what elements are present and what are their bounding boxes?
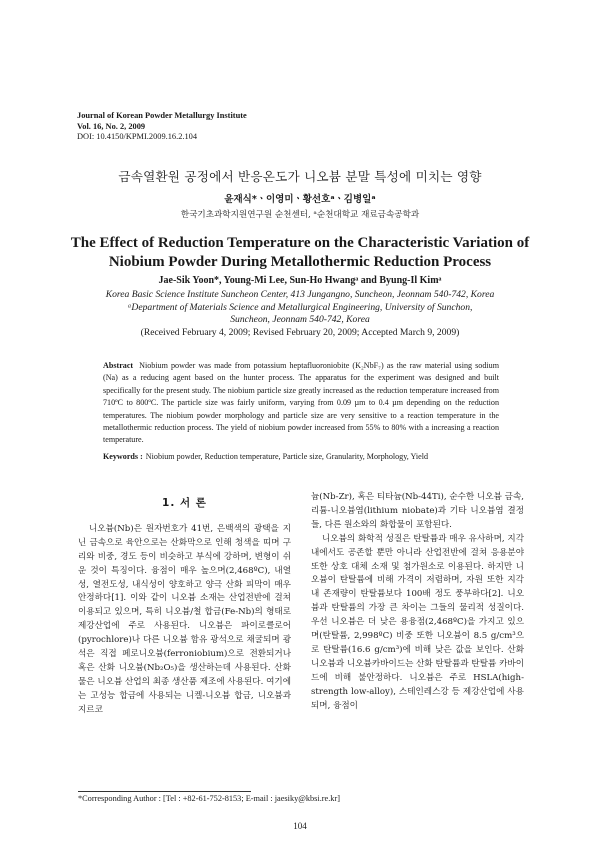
affiliation-line-2: ᵃDepartment of Materials Science and Metallurgical Engineering, University of Sunchon, [127,301,473,313]
keywords-label: Keywords : [103,452,143,461]
body-column-left [78,497,291,718]
abstract [103,360,499,447]
body-column-right [311,491,524,714]
body-paragraph: 니오븀의 화학적 성질은 탄탈륨과 매우 유사하며, 지각내에서도 공존할 뿐만 아니라 산업전반에 걸쳐 응용분야 또한 상호 대체 소재 및 첨가원소로 이용된다. 하지만 니오븀이 탄탈륨에 비해 가격이 저렴하며, 자원 또한 지각 내 존재량이 탄탈륨보다 100배 정도 풍부하다[2]. 니오븀과 탄탈륨의 가장 큰 차이는 그들의 물리적 성질이다. 우선 니오븀은 더 낮은 용융점(2,468ºC)을 가지고 있으며(탄탈륨, 2,998ºC) 비중 또한 니오븀이 8.5 g/cm³으로 탄탈륨(16.6 g/cm³)에 비해 낮은 값을 보인다. 산화니오븀과 니오븀카바이드는 산화 탄탈륨과 탄탈륨 카바이드에 비해 불안정하다. 니오븀은 주로 HSLA(high-strength low-alloy), 스테인레스강 등 제강산업에 사용되며, 융점이 [311,533,524,711]
journal-header [77,111,247,143]
page-number: 104 [293,821,307,831]
received-dates: (Received February 4, 2009; Revised February 20, 2009; Accepted March 9, 2009) [140,327,460,338]
body-paragraph: 늄(Nb-Zr), 혹은 티타늄(Nb-44Ti), 순수한 니오븀 금속, 리튬-니오븀염(lithium niobate)과 기타 니오븀염 결정들, 다른 원소와의 화합물이 포함된다. [311,492,524,530]
keywords [103,452,499,461]
keywords-text: Niobium powder, Reduction temperature, Particle size, Granularity, Morphology, Yield [145,452,429,461]
journal-volume: Vol. 16, No. 2, 2009 [77,121,146,131]
korean-affiliation: 한국기초과학지원연구원 순천센터, ᵃ순천대학교 재료금속공학과 [180,210,420,220]
body-paragraph: 니오븀(Nb)은 원자번호가 41번, 은백색의 광택을 지닌 금속으로 육안으로는 산화막으로 인해 청색을 띠며 구리와 비중, 경도 등이 비슷하고 부식에 강하며, 변형이 쉬운 것이 특징이다. 융점이 매우 높으며(2,468ºC), 내열성, 열전도성, 내식성이 양호하고 양극 산화 피막이 매우 안정하다[1]. 이와 같이 니오븀 소재는 산업전반에 걸쳐 이용되고 있으며, 특히 니오븀/철 합금(Fe-Nb)의 형태로 제강산업에 주로 사용된다. 니오븀은 파이로클로어(pyrochlore)나 다른 니오븀 함유 광석으로 채굴되며 광석은 직접 페로니오븀(ferroniobium)으로 전환되거나 혹은 산화 니오븀(Nb₂O₅)을 생산하는데 사용된다. 산화물은 니오븀 산업의 최종 생산품 제조에 사용된다. 여기에는 고성능 합금에 사용되는 니켈-니오븀 합금, 니오븀과 지르코 [78,523,291,715]
english-title: The Effect of Reduction Temperature on the Characteristic Variation of Niobium Powder During Metallothermic Reduction Process [70,235,530,270]
journal-doi: DOI: 10.4150/KPMI.2009.16.2.104 [77,132,198,142]
journal-name: Journal of Korean Powder Metallurgy Institute [77,111,247,120]
english-affiliation [50,289,550,327]
abstract-text: Niobium powder was made from potassium heptafluoroniobite (K₂NbF₇) as the raw material using sodium (Na) as a reducing agent based on the hunter process. The apparatus for the experiment was designed and built specifically for the present study. The niobium particle size greatly increased as the reduction temperature increased from 710ºC to 800ºC. The particle size was fairly uniform, varying from 0.09 µm to 0.4 µm depending on the reduction temperatures. The niobium powder morphology and particle size are very sensitive to a reaction temperature in the metallothermic reduction process. The yield of niobium powder increased from 55% to 80% with a increasing a reaction temperature. [103,361,499,445]
korean-title: 금속열환원 공정에서 반응온도가 니오븀 분말 특성에 미치는 영향 [118,169,482,184]
affiliation-line-3: Suncheon, Jeonnam 540-742, Korea [230,314,370,326]
abstract-label: Abstract [103,361,134,370]
corresponding-author-footnote: *Corresponding Author : [Tel : +82-61-752-8153; E-mail : jaesiky@kbsi.re.kr] [78,794,340,803]
section-heading: 1. 서 론 [162,497,207,509]
footnote-divider [78,791,251,792]
affiliation-line-1: Korea Basic Science Institute Suncheon Center, 413 Jungangno, Suncheon, Jeonnam 540-742, Korea [105,289,495,300]
korean-authors: 윤재식*ㆍ이영미ㆍ황선호ᵃㆍ김병일ᵃ [224,194,376,205]
english-authors: Jae-Sik Yoon*, Young-Mi Lee, Sun-Ho Hwangᵃ and Byung-Il Kimᵃ [158,275,442,286]
